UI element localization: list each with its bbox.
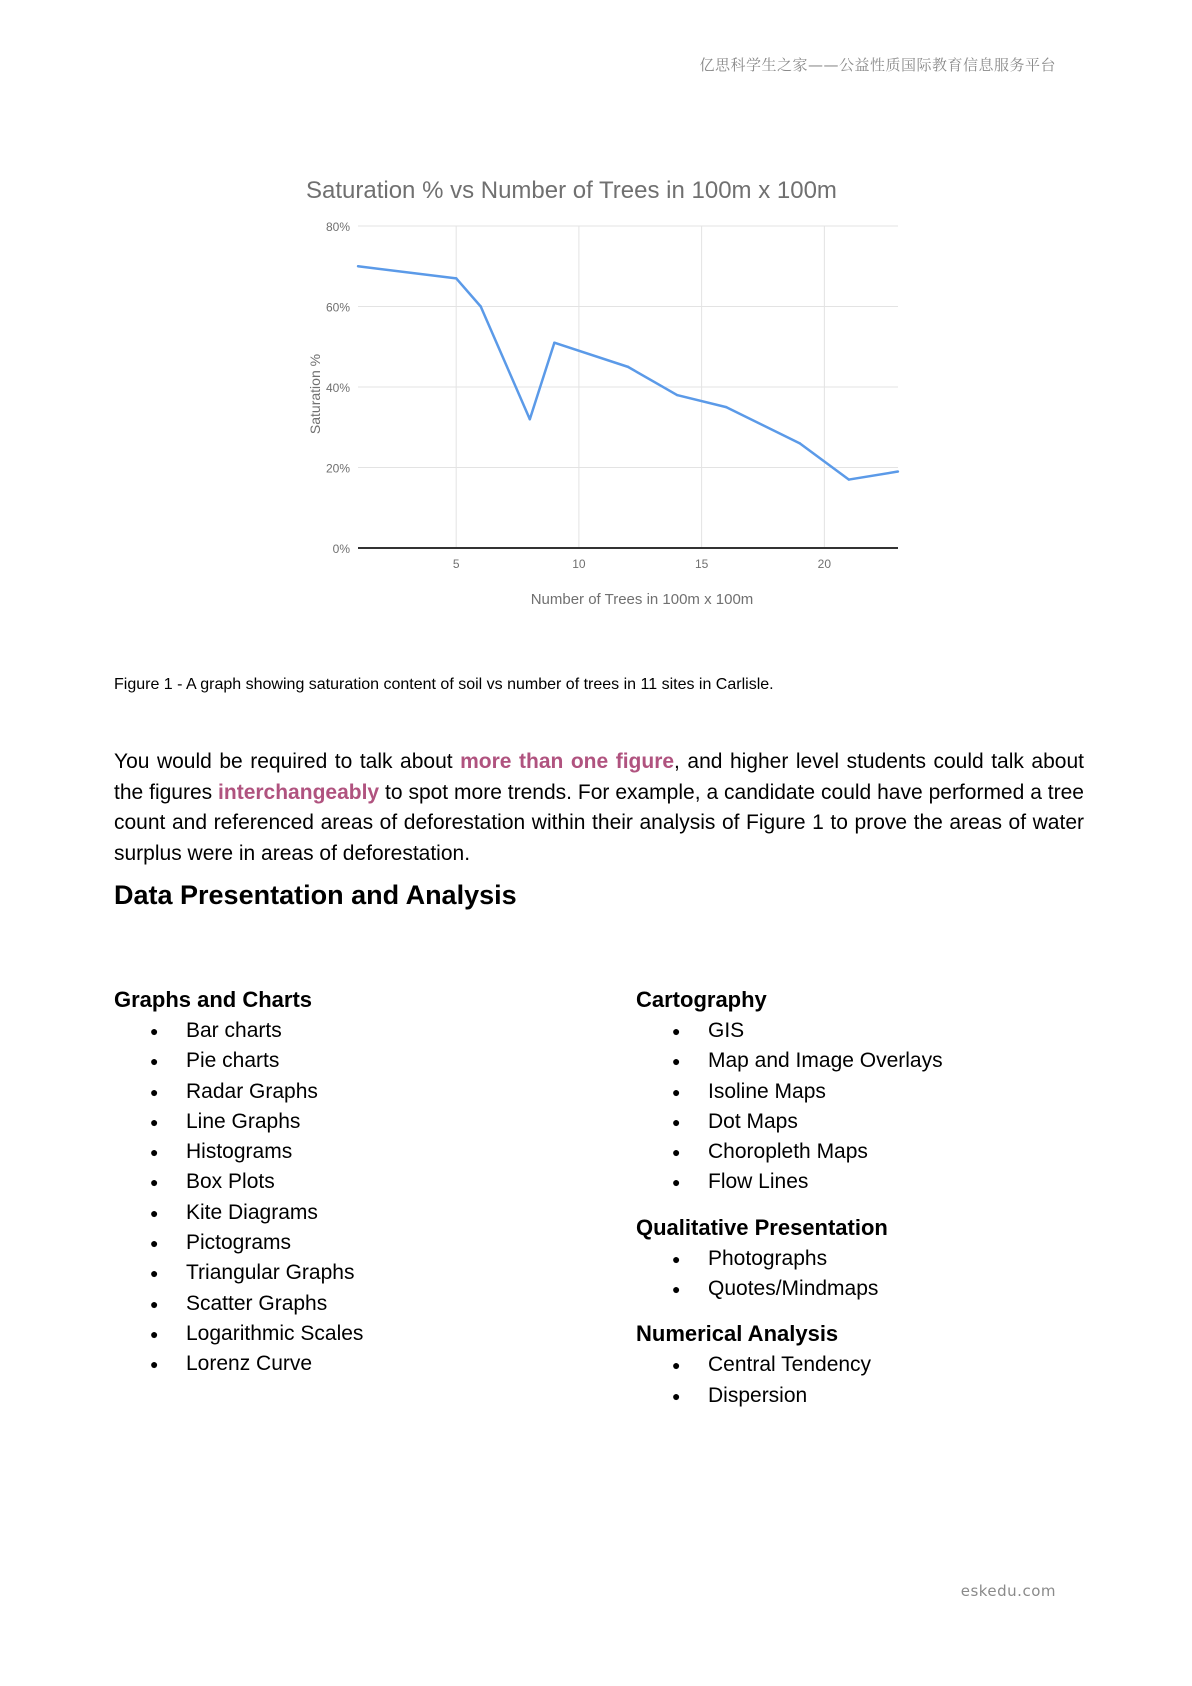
para-text-3: to spot more trends. For example, a candidate could have performed a tree count and referenced areas of deforestation within their analysis of Figure 1 to prove the areas of water surplus were in areas of deforestation. bbox=[114, 780, 1084, 865]
list-item: ● Kite Diagrams bbox=[150, 1198, 554, 1228]
list-item: ● Map and Image Overlays bbox=[672, 1046, 1076, 1076]
y-tick-label: 80% bbox=[325, 220, 350, 234]
graphs-list bbox=[114, 1016, 554, 1380]
chart-points bbox=[357, 265, 899, 481]
series-line-saturation bbox=[358, 266, 898, 479]
body-paragraph bbox=[114, 747, 1084, 869]
section-title: Data Presentation and Analysis bbox=[114, 880, 517, 910]
list-item: ● Lorenz Curve bbox=[150, 1349, 554, 1379]
x-tick-label: 10 bbox=[572, 557, 586, 571]
para-text-2: , and higher level students could talk about the figures bbox=[114, 750, 1084, 804]
chart-title: Saturation % vs Number of Trees in 100m x 100m bbox=[306, 177, 837, 204]
list-item: ● Photographs bbox=[672, 1244, 1076, 1274]
y-tick-label: 40% bbox=[325, 381, 350, 395]
data-point bbox=[529, 418, 531, 420]
list-item: ● Histograms bbox=[150, 1137, 554, 1167]
list-item: ● Box Plots bbox=[150, 1167, 554, 1197]
graphs-group bbox=[114, 984, 554, 1380]
column-right bbox=[636, 984, 1076, 1425]
list-item: ● Scatter Graphs bbox=[150, 1289, 554, 1319]
graphs-heading: Graphs and Charts bbox=[114, 987, 313, 1012]
list-item: ● Line Graphs bbox=[150, 1107, 554, 1137]
figure-caption: Figure 1 - A graph showing saturation content of soil vs number of trees in 11 sites in Carlisle. bbox=[114, 676, 774, 693]
y-axis-label: Saturation % bbox=[307, 353, 323, 435]
list-item: ● Radar Graphs bbox=[150, 1077, 554, 1107]
saturation-line-chart bbox=[296, 164, 916, 624]
x-axis-label: Number of Trees in 100m x 100m bbox=[530, 591, 754, 608]
list-item: ● Quotes/Mindmaps bbox=[672, 1274, 1076, 1304]
y-tick-label: 60% bbox=[325, 300, 350, 315]
column-left bbox=[114, 984, 554, 1394]
list-item: ● Bar charts bbox=[150, 1016, 554, 1046]
page-header: 亿思科学生之家——公益性质国际教育信息服务平台 bbox=[699, 56, 1056, 74]
qualitative-heading: Qualitative Presentation bbox=[636, 1214, 888, 1240]
x-tick-label: 20 bbox=[817, 557, 832, 571]
data-point bbox=[553, 342, 555, 344]
list-item: ● Central Tendency bbox=[672, 1350, 1076, 1380]
y-tick-label: 0% bbox=[332, 542, 350, 556]
qualitative-group bbox=[636, 1212, 1076, 1305]
y-tick-label: 20% bbox=[325, 461, 350, 476]
x-tick-label: 15 bbox=[694, 557, 709, 571]
list-item: ● Dot Maps bbox=[672, 1107, 1076, 1137]
numerical-heading: Numerical Analysis bbox=[636, 1321, 839, 1347]
list-item: ● GIS bbox=[672, 1016, 1076, 1046]
cartography-group bbox=[636, 984, 1076, 1198]
highlight-interchangeably: interchangeably bbox=[218, 780, 380, 804]
list-item: ● Triangular Graphs bbox=[150, 1258, 554, 1288]
list-item: ● Logarithmic Scales bbox=[150, 1319, 554, 1349]
data-point bbox=[627, 366, 629, 368]
cartography-heading: Cartography bbox=[636, 987, 767, 1012]
list-item: ● Dispersion bbox=[672, 1381, 1076, 1411]
data-point bbox=[725, 406, 727, 408]
list-item: ● Choropleth Maps bbox=[672, 1137, 1076, 1167]
data-point bbox=[799, 442, 801, 444]
page-footer: eskedu.com bbox=[960, 1582, 1056, 1600]
data-point bbox=[455, 277, 457, 279]
data-point bbox=[480, 305, 482, 307]
list-item: ● Pie charts bbox=[150, 1046, 554, 1076]
data-point bbox=[676, 394, 678, 396]
data-point bbox=[897, 470, 899, 472]
numerical-list bbox=[636, 1350, 1076, 1411]
highlight-more-than-one-figure: more than one figure bbox=[460, 750, 675, 773]
qualitative-list bbox=[636, 1244, 1076, 1305]
x-tick-label: 5 bbox=[452, 557, 460, 571]
para-text-1: You would be required to talk about bbox=[114, 750, 461, 773]
data-point bbox=[848, 478, 850, 480]
numerical-group bbox=[636, 1318, 1076, 1411]
cartography-list bbox=[636, 1016, 1076, 1198]
list-item: ● Pictograms bbox=[150, 1228, 554, 1258]
list-item: ● Flow Lines bbox=[672, 1167, 1076, 1197]
list-item: ● Isoline Maps bbox=[672, 1077, 1076, 1107]
data-point bbox=[357, 265, 359, 267]
